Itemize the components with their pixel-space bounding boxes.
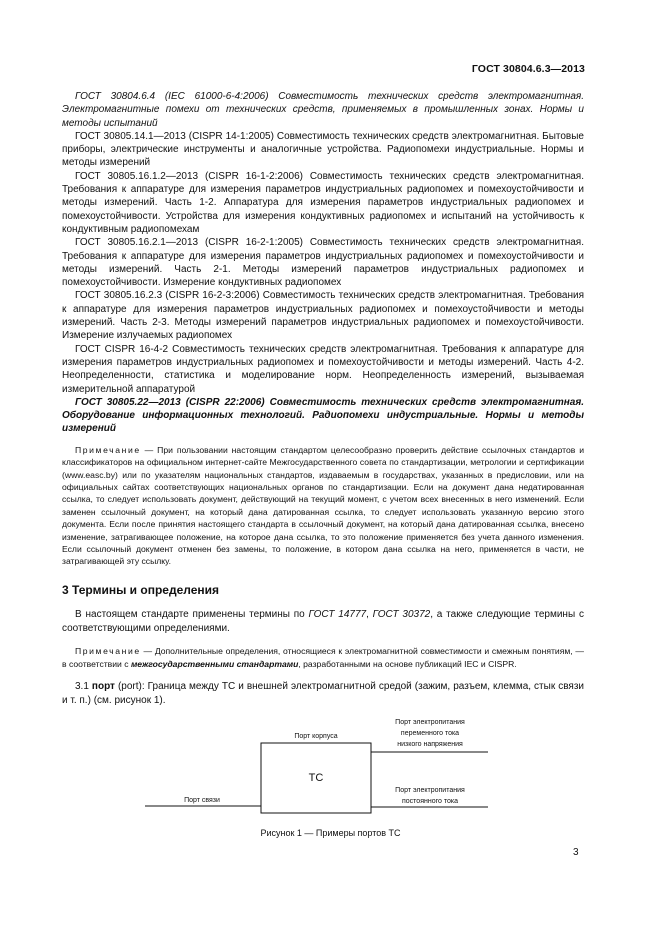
enclosure-port-label: Порт корпуса: [294, 733, 338, 740]
note-label: Примечание: [75, 444, 141, 455]
intro-ref: ГОСТ 14777: [308, 608, 367, 620]
note-paragraph: [62, 444, 584, 568]
intro-text: ,: [366, 608, 373, 620]
comm-port-label: Порт связи: [184, 797, 220, 804]
ac-port-label: переменного тока: [400, 730, 460, 737]
reference-item: ГОСТ 30805.16.2.3 (CISPR 16-2-3:2006) Совместимость технических средств электромагнитная. Требования к аппаратуре для измерения параметров индустриальных радиопомех и помехоустойчивости и методы измерений. Часть 2-3. Методы измерений параметров индустриальных радиопомех и помехоустойчивости. Измерение излучаемых радиопомех: [62, 290, 584, 342]
note-paragraph: [62, 645, 584, 670]
note-text: — При пользовании настоящим стандартом целесообразно проверить действие ссылочных стандартов и классификаторов на официальном интернет-сайте Межгосударственного совета по стандартизации, метрологии и сертификации (www.easc.by) или по указателям национальных стандартов, издаваемым в государствах, указанных в предисловии, или на официальных сайтах соответствующих национальных органов по стандартизации. Если на документ дана недатированная ссылка, то следует использовать документ, действующий на текущий момент, с учетом всех внесенных в него изменений. Если заменен ссылочный документ, на который дана датированная ссылка, то следует использовать указанную версию этого документа. Если после принятия настоящего стандарта в ссылочный документ, на который дана датированная ссылка, внесено изменение, затрагивающее положение, на которое дана ссылка, то это положение применяется без учета данного изменения. Если ссылочный документ отменен без замены, то положение, в котором дана ссылка на него, применяется в части, не затрагивающей эту ссылку.: [62, 444, 584, 567]
section-heading: 3 Термины и определения: [62, 582, 220, 597]
note-emphasis: межгосударственными стандартами: [130, 658, 299, 669]
intro-ref: ГОСТ 30372: [372, 608, 431, 620]
equipment-label: ТС: [308, 772, 324, 784]
reference-item: ГОСТ 30805.22—2013 (CISPR 22:2006) Совместимость технических средств электромагнитная. Оборудование информационных технологий. Радиопомехи индустриальные. Нормы и методы измерений: [62, 396, 584, 435]
note-label: Примечание: [75, 646, 141, 657]
intro-text: В настоящем стандарте применены термины по: [75, 608, 309, 620]
intro-text: , а также следующие термины с соответствующими определениями.: [62, 608, 584, 634]
intro-paragraph: [62, 608, 584, 636]
figure-caption: Рисунок 1 — Примеры портов ТС: [260, 828, 401, 838]
reference-item: ГОСТ 30804.6.4 (IEC 61000-6-4:2006) Совместимость технических средств электромагнитная. Электромагнитные помехи от технических средств, применяемых в промышленных зонах. Нормы и методы испытаний: [62, 91, 584, 129]
page-number: 3: [573, 847, 579, 858]
document-body: [62, 90, 584, 708]
term-number: 3.1: [75, 681, 92, 692]
term-definition: [62, 680, 584, 708]
term-name: порт: [91, 681, 115, 692]
note-text: , разработанными на основе публикаций IEC и CISPR.: [298, 658, 517, 669]
term-text: (port): Граница между ТС и внешней электромагнитной средой (зажим, разъем, клемма, стык связи и т. п.) (см. рисунок 1).: [62, 681, 584, 707]
dc-port-label: Порт электропитания: [395, 787, 465, 794]
document-header: ГОСТ 30804.6.3—2013: [471, 63, 585, 75]
reference-item: ГОСТ CISPR 16-4-2 Совместимость технических средств электромагнитная. Требования к аппаратуре для измерения параметров индустриальных радиопомех и помехоустойчивости и методы измерений. Часть 4-2. Неопределенности, статистика и моделирование норм. Неопределенность измерений, вызываемая измерительной аппаратурой: [62, 343, 584, 395]
reference-item: ГОСТ 30805.14.1—2013 (CISPR 14-1:2005) Совместимость технических средств электромагнитная. Бытовые приборы, электрические инструменты и аналогичные устройства. Радиопомехи индустриальные. Нормы и методы измерений: [62, 130, 584, 169]
note-text: — Дополнительные определения, относящиеся к электромагнитной совместимости и смежным понятиям, — в соответствии с: [62, 646, 584, 669]
ports-diagram: [140, 715, 500, 815]
dc-port-label: постоянного тока: [402, 798, 458, 805]
ac-port-label: Порт электропитания: [395, 719, 465, 726]
ac-port-label: низкого напряжения: [397, 741, 463, 748]
reference-item: ГОСТ 30805.16.2.1—2013 (CISPR 16-2-1:2005) Совместимость технических средств электромагнитная. Требования к аппаратуре для измерения параметров индустриальных радиопомех и помехоустойчивости и методы измерений. Часть 2-1. Методы измерений параметров индустриальных радиопомех и помехоустойчивости. Измерение кондуктивных радиопомех: [62, 237, 584, 289]
reference-item: ГОСТ 30805.16.1.2—2013 (CISPR 16-1-2:2006) Совместимость технических средств электромагнитная. Требования к аппаратуре для измерения параметров индустриальных радиопомех и помехоустойчивости и методы измерений. Часть 1-2. Аппаратура для измерения параметров индустриальных радиопомех и помехоустойчивости. Устройства для измерения кондуктивных радиопомех и испытаний на устойчивость к кондуктивным радиопомехам: [62, 170, 584, 235]
